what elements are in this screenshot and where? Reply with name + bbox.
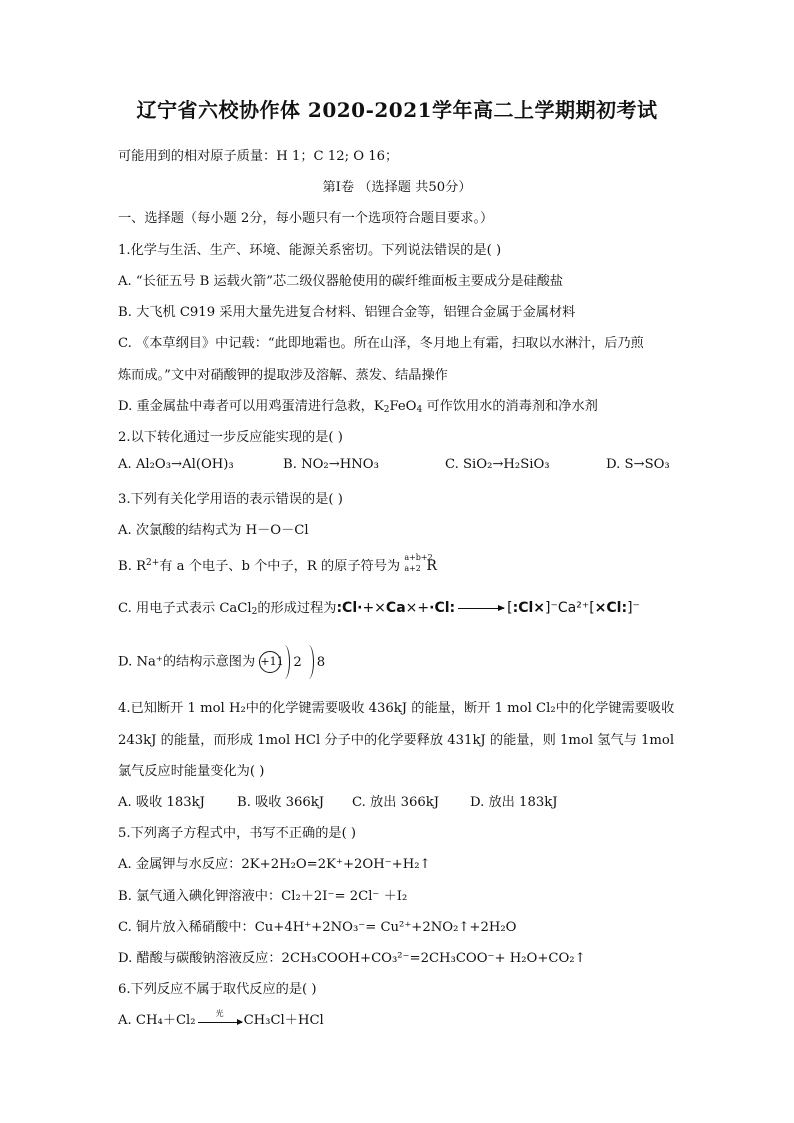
q5-stem: 5.下列离子方程式中，书写不正确的是( ) [118, 826, 357, 841]
q5-option-d: D. 醋酸与碳酸钠溶液反应：2CH₃COOH+CO₃²⁻=2CH₃COO⁻+ H₂O+CO₂↑ [118, 951, 586, 966]
q3-c-text: 的形成过程为 [257, 601, 337, 616]
q5-option-b: B. 氯气通入碘化钾溶液中：Cl₂＋2I⁻= 2Cl⁻ ＋I₂ [118, 889, 408, 904]
q4-stem-2: 243kJ 的能量，而形成 1mol HCl 分子中的化学要释放 431kJ 的能量，则 1mol 氢气与 1mol [118, 733, 675, 748]
shell-2-electrons: 8 [316, 654, 326, 670]
shell-1-electrons: 2 [293, 654, 302, 670]
q3-option-d [118, 645, 325, 679]
reaction-condition: 光 [215, 1008, 224, 1018]
shell-arc-2 [303, 645, 314, 679]
q1-option-a: A. “长征五号 B 运载火箭”芯二级仪器舱使用的碳纤维面板主要成分是硅酸盐 [118, 274, 564, 289]
q1-option-c-cont: 炼而成。”文中对硝酸钾的提取涉及溶解、蒸发、结晶操作 [118, 368, 448, 383]
q3-option-c: C. 用电子式表示 CaCl$_2$的形成过程为:Cl·+×Ca×+·Cl: [:Cl×]⁻Ca²⁺[×Cl:]⁻ [118, 600, 640, 617]
q1-option-b: B. 大飞机 C919 采用大量先进复合材料、铝锂合金等，铝锂合金属于金属材料 [118, 305, 576, 320]
q1-d-text: D. 重金属盐中毒者可以用鸡蛋清进行急救，K [118, 399, 384, 414]
q6-option-a [118, 1009, 324, 1028]
q2-option-a: A. Al₂O₃→Al(OH)₃ [118, 457, 234, 472]
q2-option-b: B. NO₂→HNO₃ [283, 457, 379, 472]
reaction-arrow [458, 608, 504, 609]
q3-c-label: C. 用电子式表示 CaCl [118, 601, 252, 616]
part-header: 第Ⅰ卷 （选择题 共50分） [322, 180, 472, 195]
atomic-mass-note: 可能用到的相对原子质量：H 1；C 12; O 16； [118, 149, 399, 164]
section-header: 一、选择题（每小题 2分，每小题只有一个选项符合题目要求。） [118, 211, 494, 226]
q3-b-text: 有 a 个电子、b 个中子，R 的原子符号为 [159, 559, 401, 574]
q6-a-products: CH₃Cl＋HCl [243, 1013, 324, 1028]
page-title: 辽宁省六校协作体 2020-2021学年高二上学期期初考试 [136, 98, 658, 122]
q1-stem: 1.化学与生活、生产、环境、能源关系密切。下列说法错误的是( ) [118, 243, 502, 258]
q2-option-c: C. SiO₂→H₂SiO₃ [445, 457, 550, 472]
q3-option-b: B. $R^{2+}$有 a 个电子、b 个中子，R 的原子符号为 a+b+2 a+2 R [118, 552, 437, 574]
q6-stem: 6.下列反应不属于取代反应的是( ) [118, 982, 317, 997]
q6-a-reactants: A. CH₄＋Cl₂ [118, 1013, 196, 1028]
q3-d-text: D. Na⁺的结构示意图为 [118, 654, 256, 670]
q2-stem: 2.以下转化通过一步反应能实现的是( ) [118, 430, 343, 445]
nucleus-circle: +11 [259, 651, 281, 673]
q4-stem-3: 氯气反应时能量变化为( ) [118, 764, 265, 779]
q1-option-c: C. 《本草纲目》中记载：“此即地霜也。所在山泽，冬月地上有霜，扫取以水淋汁，后乃煎 [118, 336, 644, 351]
shell-arc-1 [279, 645, 290, 679]
q1-option-d: D. 重金属盐中毒者可以用鸡蛋清进行急救，$K_2FeO_4$ 可作饮用水的消毒剂和净水剂 [118, 399, 598, 415]
reaction-arrow-light [198, 1008, 242, 1028]
q5-option-a: A. 金属钾与水反应：2K+2H₂O=2K⁺+2OH⁻+H₂↑ [118, 857, 431, 872]
q3-b-label: B. R [118, 559, 147, 574]
q4-stem-1: 4.已知断开 1 mol H₂中的化学键需要吸收 436kJ 的能量，断开 1 mol Cl₂中的化学键需要吸收 [118, 701, 675, 716]
q5-option-c: C. 铜片放入稀硝酸中：Cu+4H⁺+2NO₃⁻= Cu²⁺+2NO₂↑+2H₂O [118, 920, 517, 935]
q4-option-d: D. 放出 183kJ [470, 795, 558, 810]
q3-option-a: A. 次氯酸的结构式为 H－O－Cl [118, 523, 309, 538]
q2-option-d: D. S→SO₃ [606, 457, 670, 472]
q4-option-a: A. 吸收 183kJ [118, 795, 205, 810]
q1-d-text-2: 可作饮用水的消毒剂和净水剂 [426, 399, 598, 414]
q4-option-c: C. 放出 366kJ [352, 795, 440, 810]
electron-formula: :Cl·+×Ca×+·Cl: [:Cl×]⁻Ca²⁺[×Cl:]⁻ [336, 600, 640, 616]
q4-option-b: B. 吸收 366kJ [237, 795, 325, 810]
nuclide-symbol: a+b+2 a+2 R [404, 552, 437, 574]
q3-stem: 3.下列有关化学用语的表示错误的是( ) [118, 492, 343, 507]
